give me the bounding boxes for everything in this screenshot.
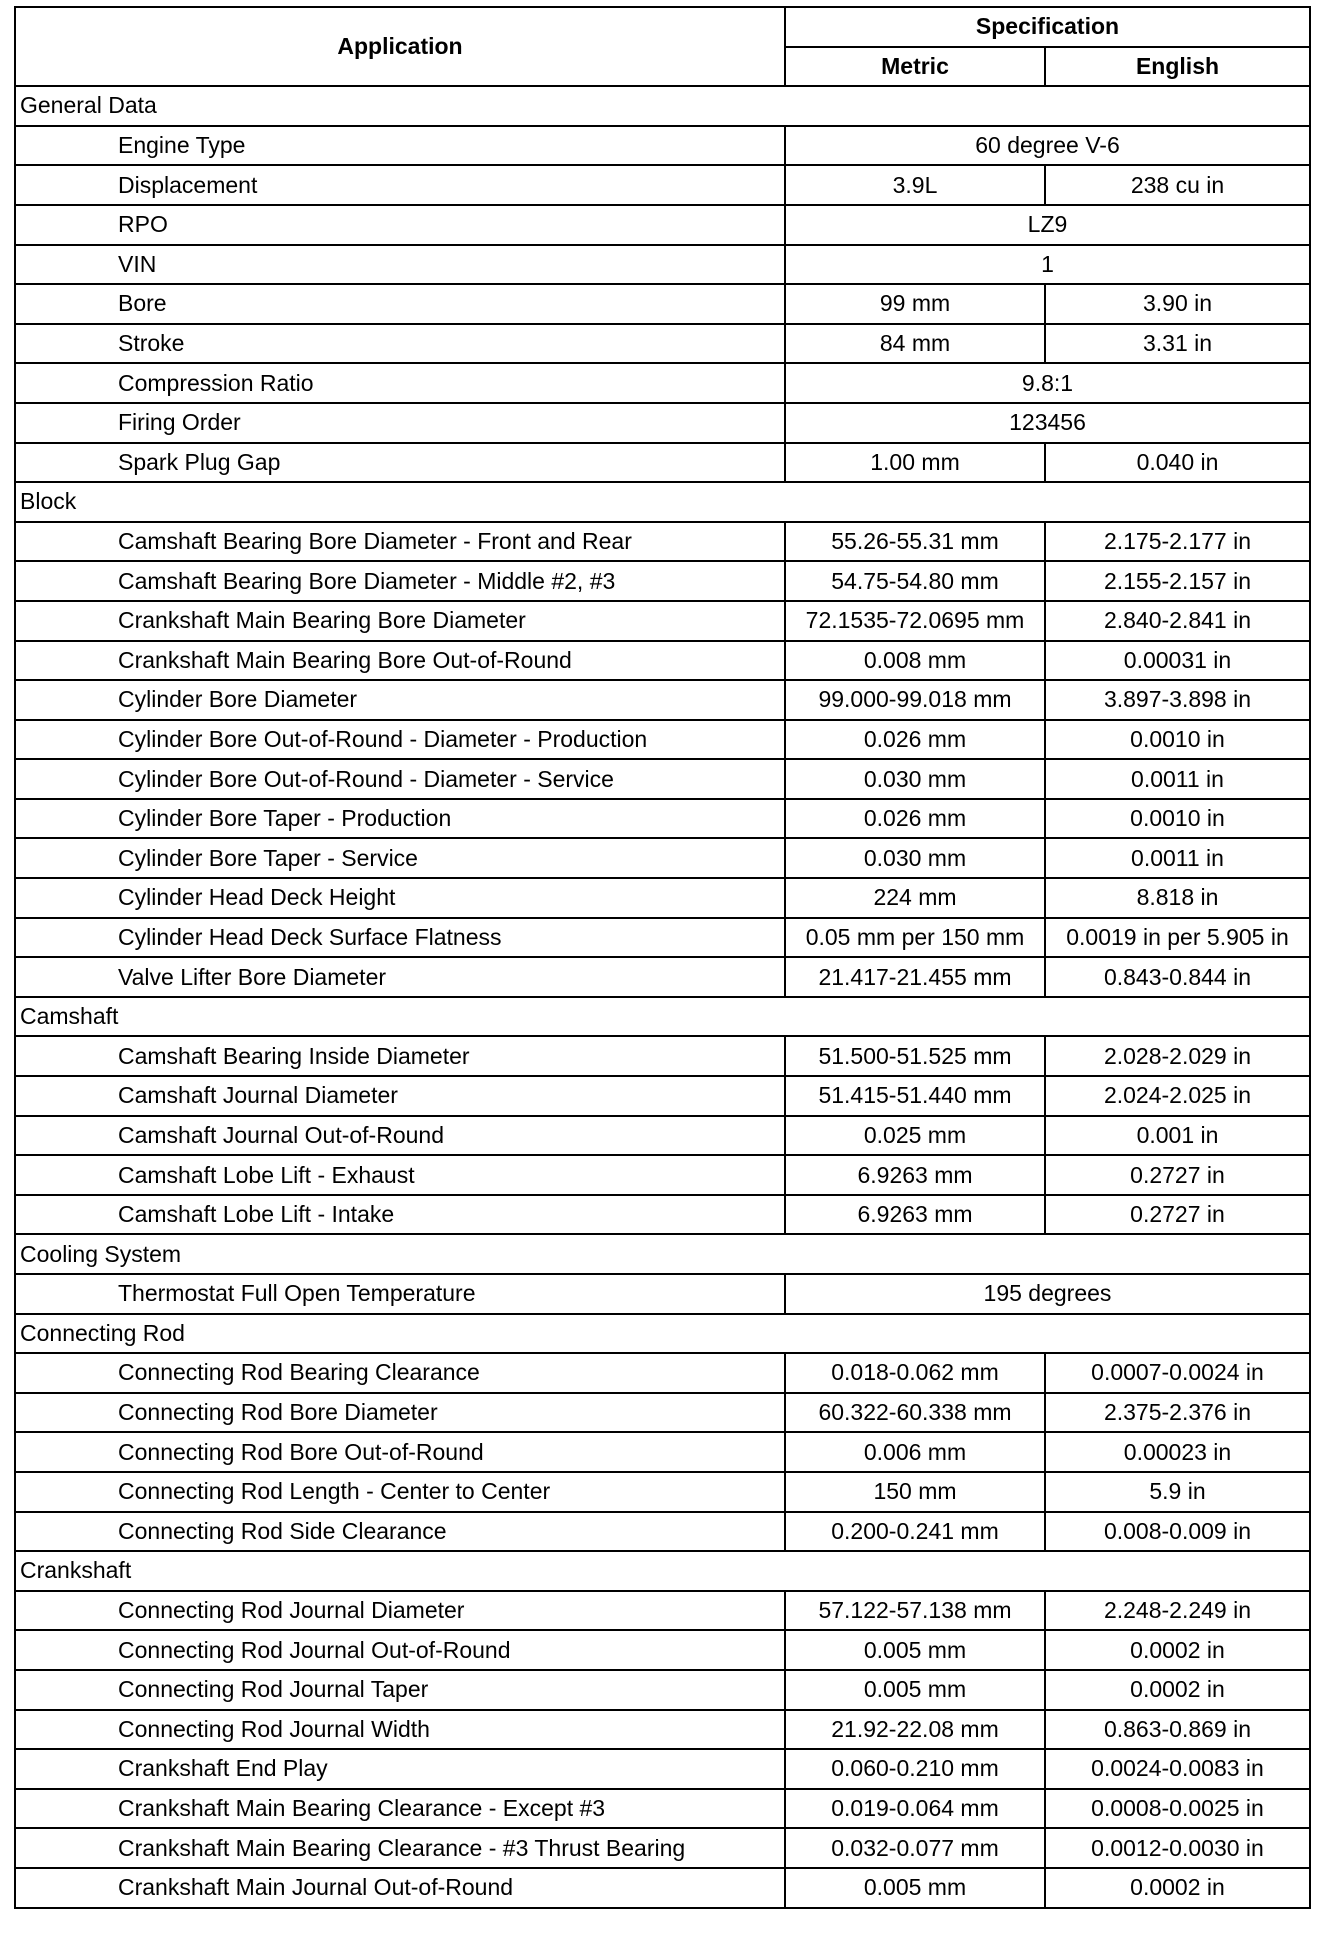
specification-header: Specification — [785, 7, 1310, 47]
application-cell: Camshaft Lobe Lift - Intake — [15, 1195, 785, 1235]
table-row — [15, 641, 1310, 681]
table-row — [15, 1670, 1310, 1710]
metric-value-cell: 0.005 mm — [785, 1630, 1045, 1670]
metric-value-cell: 72.1535-72.0695 mm — [785, 601, 1045, 641]
metric-value-cell: 0.005 mm — [785, 1868, 1045, 1908]
table-row — [15, 1512, 1310, 1552]
section-row — [15, 1551, 1310, 1591]
table-row — [15, 284, 1310, 324]
application-cell: Crankshaft Main Bearing Clearance - Except #3 — [15, 1789, 785, 1829]
application-cell: Camshaft Bearing Bore Diameter - Front and Rear — [15, 522, 785, 562]
table-row — [15, 1828, 1310, 1868]
metric-value-cell: 99.000-99.018 mm — [785, 680, 1045, 720]
application-cell: Crankshaft Main Journal Out-of-Round — [15, 1868, 785, 1908]
english-value-cell: 8.818 in — [1045, 878, 1310, 918]
english-value-cell: 0.0010 in — [1045, 720, 1310, 760]
application-cell: Firing Order — [15, 403, 785, 443]
english-value-cell: 0.0010 in — [1045, 799, 1310, 839]
metric-value-cell: 57.122-57.138 mm — [785, 1591, 1045, 1631]
table-row — [15, 205, 1310, 245]
table-row — [15, 1710, 1310, 1750]
application-cell: Spark Plug Gap — [15, 443, 785, 483]
application-cell: Camshaft Journal Diameter — [15, 1076, 785, 1116]
english-value-cell: 3.90 in — [1045, 284, 1310, 324]
table-row — [15, 1036, 1310, 1076]
metric-value-cell: 0.026 mm — [785, 720, 1045, 760]
application-cell: Compression Ratio — [15, 363, 785, 403]
combined-value-cell: LZ9 — [785, 205, 1310, 245]
metric-value-cell: 54.75-54.80 mm — [785, 561, 1045, 601]
application-header: Application — [15, 7, 785, 86]
metric-value-cell: 21.92-22.08 mm — [785, 1710, 1045, 1750]
table-header — [15, 7, 1310, 86]
application-cell: Crankshaft Main Bearing Bore Out-of-Round — [15, 641, 785, 681]
english-value-cell: 0.040 in — [1045, 443, 1310, 483]
metric-value-cell: 0.018-0.062 mm — [785, 1353, 1045, 1393]
english-value-cell: 2.155-2.157 in — [1045, 561, 1310, 601]
table-row — [15, 601, 1310, 641]
table-row — [15, 1353, 1310, 1393]
metric-header: Metric — [785, 47, 1045, 87]
metric-value-cell: 0.200-0.241 mm — [785, 1512, 1045, 1552]
application-cell: Cylinder Bore Out-of-Round - Diameter - Service — [15, 759, 785, 799]
metric-value-cell: 0.019-0.064 mm — [785, 1789, 1045, 1829]
combined-value-cell: 60 degree V-6 — [785, 126, 1310, 166]
english-value-cell: 3.897-3.898 in — [1045, 680, 1310, 720]
table-row — [15, 1630, 1310, 1670]
metric-value-cell: 6.9263 mm — [785, 1155, 1045, 1195]
application-cell: Camshaft Journal Out-of-Round — [15, 1116, 785, 1156]
table-row — [15, 165, 1310, 205]
metric-value-cell: 224 mm — [785, 878, 1045, 918]
application-cell: Camshaft Bearing Inside Diameter — [15, 1036, 785, 1076]
metric-value-cell: 0.030 mm — [785, 838, 1045, 878]
english-value-cell: 238 cu in — [1045, 165, 1310, 205]
metric-value-cell: 3.9L — [785, 165, 1045, 205]
table-row — [15, 1591, 1310, 1631]
combined-value-cell: 9.8:1 — [785, 363, 1310, 403]
english-value-cell: 0.0012-0.0030 in — [1045, 1828, 1310, 1868]
table-row — [15, 838, 1310, 878]
metric-value-cell: 150 mm — [785, 1472, 1045, 1512]
application-cell: Displacement — [15, 165, 785, 205]
application-cell: Crankshaft Main Bearing Clearance - #3 Thrust Bearing — [15, 1828, 785, 1868]
table-row — [15, 1749, 1310, 1789]
section-row — [15, 1314, 1310, 1354]
english-value-cell: 0.0011 in — [1045, 838, 1310, 878]
application-cell: Connecting Rod Journal Out-of-Round — [15, 1630, 785, 1670]
application-cell: Stroke — [15, 324, 785, 364]
metric-value-cell: 60.322-60.338 mm — [785, 1393, 1045, 1433]
metric-value-cell: 0.025 mm — [785, 1116, 1045, 1156]
table-row — [15, 918, 1310, 958]
application-cell: Connecting Rod Journal Width — [15, 1710, 785, 1750]
application-cell: Connecting Rod Bore Diameter — [15, 1393, 785, 1433]
table-row — [15, 799, 1310, 839]
metric-value-cell: 0.05 mm per 150 mm — [785, 918, 1045, 958]
spec-table — [14, 6, 1311, 1909]
english-value-cell: 3.31 in — [1045, 324, 1310, 364]
section-title: Crankshaft — [15, 1551, 1310, 1591]
metric-value-cell: 0.026 mm — [785, 799, 1045, 839]
english-value-cell: 0.00031 in — [1045, 641, 1310, 681]
application-cell: Crankshaft Main Bearing Bore Diameter — [15, 601, 785, 641]
application-cell: RPO — [15, 205, 785, 245]
application-cell: Cylinder Bore Out-of-Round - Diameter - Production — [15, 720, 785, 760]
table-body — [15, 86, 1310, 1907]
section-row — [15, 1234, 1310, 1274]
section-row — [15, 86, 1310, 126]
table-row — [15, 1789, 1310, 1829]
application-cell: Connecting Rod Bearing Clearance — [15, 1353, 785, 1393]
english-value-cell: 0.2727 in — [1045, 1195, 1310, 1235]
table-row — [15, 363, 1310, 403]
application-cell: Valve Lifter Bore Diameter — [15, 957, 785, 997]
table-row — [15, 245, 1310, 285]
table-row — [15, 680, 1310, 720]
table-row — [15, 324, 1310, 364]
english-value-cell: 0.0011 in — [1045, 759, 1310, 799]
application-cell: Engine Type — [15, 126, 785, 166]
metric-value-cell: 21.417-21.455 mm — [785, 957, 1045, 997]
english-value-cell: 2.248-2.249 in — [1045, 1591, 1310, 1631]
metric-value-cell: 0.008 mm — [785, 641, 1045, 681]
section-row — [15, 482, 1310, 522]
table-row — [15, 522, 1310, 562]
table-row — [15, 126, 1310, 166]
english-value-cell: 0.008-0.009 in — [1045, 1512, 1310, 1552]
english-value-cell: 0.0002 in — [1045, 1670, 1310, 1710]
application-cell: Bore — [15, 284, 785, 324]
english-value-cell: 0.0002 in — [1045, 1630, 1310, 1670]
application-cell: Cylinder Head Deck Surface Flatness — [15, 918, 785, 958]
metric-value-cell: 84 mm — [785, 324, 1045, 364]
header-row-top — [15, 7, 1310, 47]
application-cell: Cylinder Head Deck Height — [15, 878, 785, 918]
table-row — [15, 720, 1310, 760]
table-row — [15, 1393, 1310, 1433]
table-row — [15, 759, 1310, 799]
english-value-cell: 2.028-2.029 in — [1045, 1036, 1310, 1076]
application-cell: Connecting Rod Length - Center to Center — [15, 1472, 785, 1512]
metric-value-cell: 0.005 mm — [785, 1670, 1045, 1710]
table-row — [15, 1868, 1310, 1908]
application-cell: Cylinder Bore Diameter — [15, 680, 785, 720]
metric-value-cell: 55.26-55.31 mm — [785, 522, 1045, 562]
application-cell: Connecting Rod Journal Diameter — [15, 1591, 785, 1631]
section-row — [15, 997, 1310, 1037]
english-value-cell: 0.863-0.869 in — [1045, 1710, 1310, 1750]
english-value-cell: 2.840-2.841 in — [1045, 601, 1310, 641]
application-cell: VIN — [15, 245, 785, 285]
table-row — [15, 1274, 1310, 1314]
section-title: General Data — [15, 86, 1310, 126]
metric-value-cell: 51.500-51.525 mm — [785, 1036, 1045, 1076]
table-row — [15, 403, 1310, 443]
table-row — [15, 1432, 1310, 1472]
application-cell: Cylinder Bore Taper - Production — [15, 799, 785, 839]
application-cell: Connecting Rod Journal Taper — [15, 1670, 785, 1710]
metric-value-cell: 0.006 mm — [785, 1432, 1045, 1472]
section-title: Connecting Rod — [15, 1314, 1310, 1354]
metric-value-cell: 1.00 mm — [785, 443, 1045, 483]
english-value-cell: 0.0002 in — [1045, 1868, 1310, 1908]
section-title: Camshaft — [15, 997, 1310, 1037]
application-cell: Thermostat Full Open Temperature — [15, 1274, 785, 1314]
combined-value-cell: 123456 — [785, 403, 1310, 443]
section-title: Cooling System — [15, 1234, 1310, 1274]
english-value-cell: 5.9 in — [1045, 1472, 1310, 1512]
table-row — [15, 957, 1310, 997]
application-cell: Camshaft Lobe Lift - Exhaust — [15, 1155, 785, 1195]
table-row — [15, 878, 1310, 918]
english-value-cell: 0.0008-0.0025 in — [1045, 1789, 1310, 1829]
table-row — [15, 443, 1310, 483]
metric-value-cell: 0.060-0.210 mm — [785, 1749, 1045, 1789]
english-value-cell: 0.0007-0.0024 in — [1045, 1353, 1310, 1393]
english-value-cell: 0.0024-0.0083 in — [1045, 1749, 1310, 1789]
metric-value-cell: 6.9263 mm — [785, 1195, 1045, 1235]
english-value-cell: 2.175-2.177 in — [1045, 522, 1310, 562]
english-value-cell: 0.001 in — [1045, 1116, 1310, 1156]
application-cell: Connecting Rod Side Clearance — [15, 1512, 785, 1552]
application-cell: Crankshaft End Play — [15, 1749, 785, 1789]
english-header: English — [1045, 47, 1310, 87]
section-title: Block — [15, 482, 1310, 522]
english-value-cell: 0.2727 in — [1045, 1155, 1310, 1195]
english-value-cell: 0.0019 in per 5.905 in — [1045, 918, 1310, 958]
english-value-cell: 0.843-0.844 in — [1045, 957, 1310, 997]
table-row — [15, 1195, 1310, 1235]
table-row — [15, 1155, 1310, 1195]
metric-value-cell: 51.415-51.440 mm — [785, 1076, 1045, 1116]
metric-value-cell: 0.032-0.077 mm — [785, 1828, 1045, 1868]
table-row — [15, 1472, 1310, 1512]
combined-value-cell: 1 — [785, 245, 1310, 285]
metric-value-cell: 99 mm — [785, 284, 1045, 324]
metric-value-cell: 0.030 mm — [785, 759, 1045, 799]
application-cell: Camshaft Bearing Bore Diameter - Middle #2, #3 — [15, 561, 785, 601]
table-row — [15, 561, 1310, 601]
english-value-cell: 2.024-2.025 in — [1045, 1076, 1310, 1116]
application-cell: Cylinder Bore Taper - Service — [15, 838, 785, 878]
combined-value-cell: 195 degrees — [785, 1274, 1310, 1314]
application-cell: Connecting Rod Bore Out-of-Round — [15, 1432, 785, 1472]
table-row — [15, 1116, 1310, 1156]
english-value-cell: 2.375-2.376 in — [1045, 1393, 1310, 1433]
table-row — [15, 1076, 1310, 1116]
english-value-cell: 0.00023 in — [1045, 1432, 1310, 1472]
